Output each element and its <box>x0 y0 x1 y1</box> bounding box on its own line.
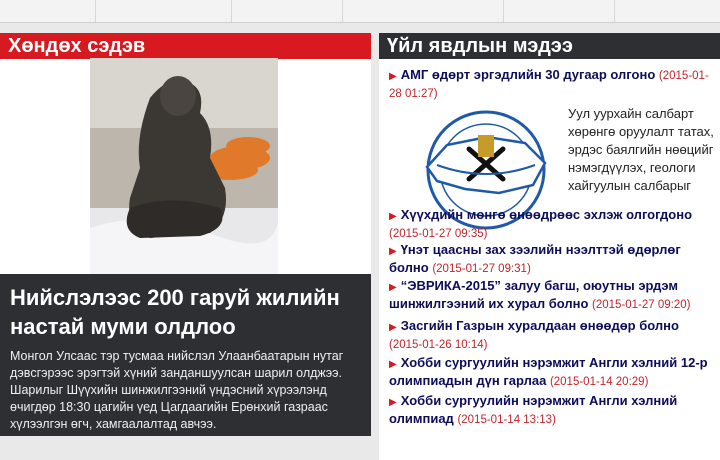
bullet-icon: ▶ <box>389 359 397 370</box>
bullet-icon: ▶ <box>389 322 397 333</box>
news-title[interactable]: Хүүхдийн мөнгө өнөөдрөөс эхлэж олгогдоно <box>400 207 693 222</box>
nav-tab[interactable] <box>504 0 615 22</box>
news-title[interactable]: “ЭВРИКА-2015” залуу багш, оюутны эрдэм шинжилгээний их хурал болно <box>389 278 678 311</box>
news-item[interactable] <box>389 67 714 102</box>
bullet-icon: ▶ <box>389 397 397 408</box>
news-date: (2015-01-14 13:13) <box>457 414 556 426</box>
news-item[interactable] <box>389 278 714 313</box>
news-title[interactable]: Засгийн Газрын хуралдаан өнөөдөр болно <box>400 318 679 333</box>
featured-headline[interactable]: Нийслэлээс 200 гаруй жилийн настай муми олдлоо <box>10 285 340 339</box>
nav-tab[interactable] <box>0 0 96 22</box>
nav-tab[interactable] <box>343 0 504 22</box>
news-date: (2015-01-27 09:31) <box>432 263 531 275</box>
mineral-authority-summary: Уул уурхайн салбарт хөрөнгө оруулалт татах, эрдэс баялгийн нөөцийг нэмэгдүүлэх, геологи хайгуулын салбарыг <box>568 106 714 193</box>
news-item[interactable] <box>389 242 714 277</box>
news-item[interactable] <box>389 207 714 242</box>
news-title[interactable]: Хобби сургуулийн нэрэмжит Англи хэлний 12-р олимпиадын дүн гарлаа <box>389 355 708 388</box>
news-title[interactable]: Үнэт цаасны зах зээлийн нээлттэй өдөрлөг болно <box>389 242 681 275</box>
mummy-photo[interactable] <box>90 58 278 274</box>
news-item[interactable] <box>389 393 714 428</box>
nav-tab[interactable] <box>96 0 232 22</box>
news-date: (2015-01-26 10:14) <box>389 339 488 351</box>
bullet-icon: ▶ <box>389 282 397 293</box>
bullet-icon: ▶ <box>389 211 397 222</box>
news-date: (2015-01-14 20:29) <box>549 376 649 388</box>
news-title[interactable]: Хобби сургуулийн нэрэмжит Англи хэлний олимпиад <box>389 393 678 426</box>
news-date: (2015-01-28 01:27) <box>389 70 709 100</box>
news-date: (2015-01-27 09:20) <box>592 299 691 311</box>
bullet-icon: ▶ <box>389 246 397 257</box>
top-navigation-strip <box>0 0 720 23</box>
news-title[interactable]: АМГ өдөрт эргэдлийн 30 дугаар олгоно <box>400 67 656 82</box>
news-item[interactable] <box>389 318 714 353</box>
nav-tab[interactable] <box>232 0 343 22</box>
featured-summary: Монгол Улсаас тэр тусмаа нийслэл Улаанбаатарын нутаг дэвсгэрээс эрэгтэй хүний занданшуулсан шарил олджээ. Шарилыг Шүүхийн шинжилгээний үндэсний хүрээлэнд өчигдөр 18:30 цагийн үед Цагдаагийн Ерөнхий газраас хүлээлгэн өгч, хамгаалалтад авчээ. <box>10 349 344 431</box>
news-date: (2015-01-27 09:35) <box>389 228 488 240</box>
news-item[interactable] <box>389 355 714 390</box>
bullet-icon: ▶ <box>389 71 397 82</box>
featured-section-title: Хөндөх сэдэв <box>0 33 371 59</box>
news-section-title: Үйл явдлын мэдээ <box>379 33 720 59</box>
event-news-panel <box>379 33 720 460</box>
